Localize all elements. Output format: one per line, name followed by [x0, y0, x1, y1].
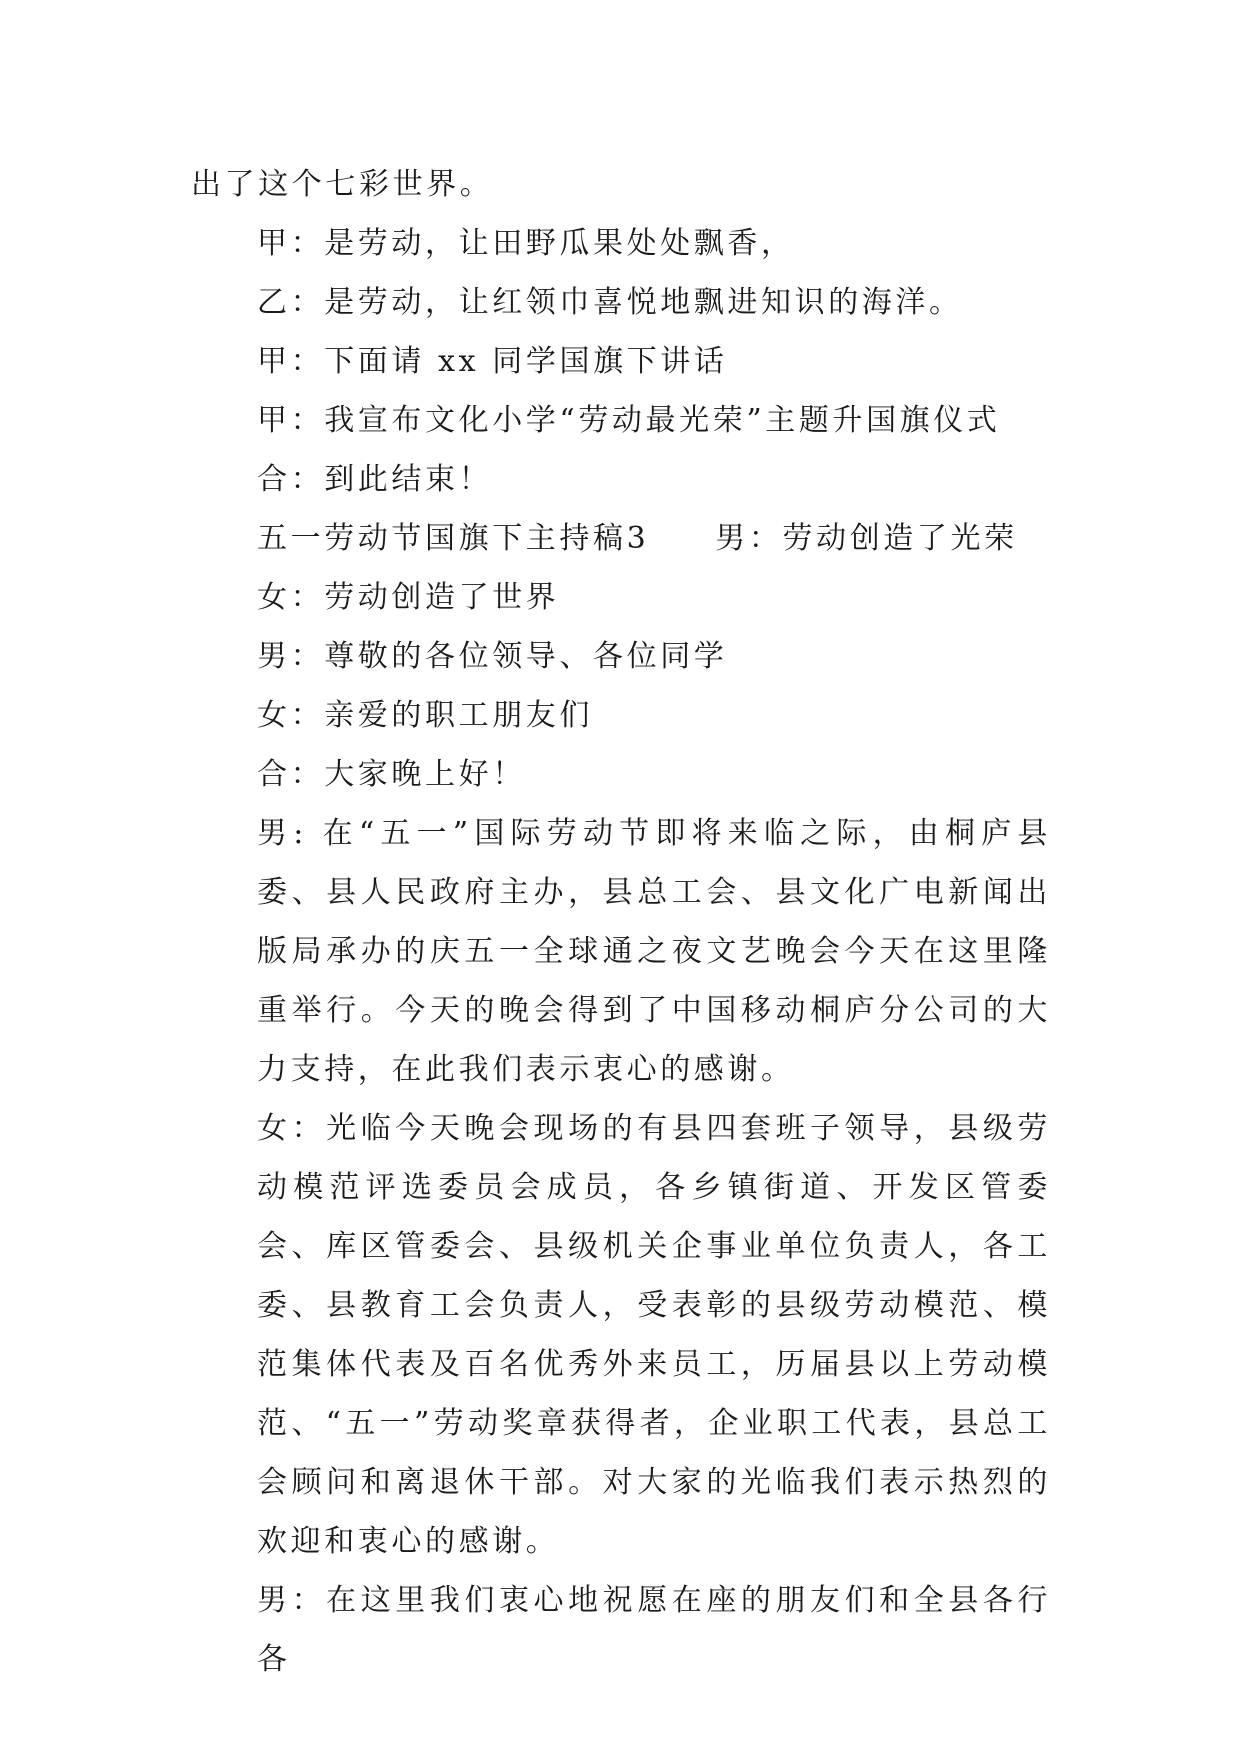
dialogue-line: 合：到此结束！	[257, 462, 493, 497]
dialogue-line: 男：尊敬的各位领导、各位同学	[257, 639, 728, 674]
dialogue-line: 甲：下面请 xx 同学国旗下讲话	[257, 344, 728, 379]
document-body	[191, 155, 1051, 1689]
dialogue-line: 乙：是劳动，让红领巾喜悦地飘进知识的海洋。	[257, 285, 963, 320]
section-heading-line	[191, 509, 1051, 568]
dialogue-line: 甲：是劳动，让田野瓜果处处飘香，	[257, 226, 795, 261]
dialogue-line: 女：亲爱的职工朋友们	[257, 698, 593, 733]
dialogue-line: 女：劳动创造了世界	[257, 580, 560, 615]
dialogue-line: 合：大家晚上好！	[257, 757, 526, 792]
dialogue-line: 甲：我宣布文化小学“劳动最光荣”主题升国旗仪式	[257, 403, 1001, 438]
paragraph-continuation: 出了这个七彩世界。	[191, 167, 494, 202]
dialogue-line: 男：劳动创造了光荣	[715, 521, 1018, 556]
body-paragraph: 男: 在“五一”国际劳动节即将来临之际，由桐庐县委、县人民政府主办，县总工会、县文化广电新闻出版局承办的庆五一全球通之夜文艺晚会今天在这里隆重举行。今天的晚会得到了中国移动桐庐分公司的大力支持，在此我们表示衷心的感谢。	[257, 816, 1051, 1087]
section-title: 五一劳动节国旗下主持稿3	[257, 521, 650, 556]
body-paragraph: 女：光临今天晚会现场的有县四套班子领导，县级劳动模范评选委员会成员，各乡镇街道、开发区管委会、库区管委会、县级机关企事业单位负责人，各工委、县教育工会负责人，受表彰的县级劳动模范、模范集体代表及百名优秀外来员工，历届县以上劳动模范、“五一”劳动奖章获得者，企业职工代表，县总工会顾问和离退休干部。对大家的光临我们表示热烈的欢迎和衷心的感谢。	[257, 1111, 1051, 1559]
body-paragraph: 男：在这里我们衷心地祝愿在座的朋友们和全县各行各	[257, 1583, 1051, 1677]
